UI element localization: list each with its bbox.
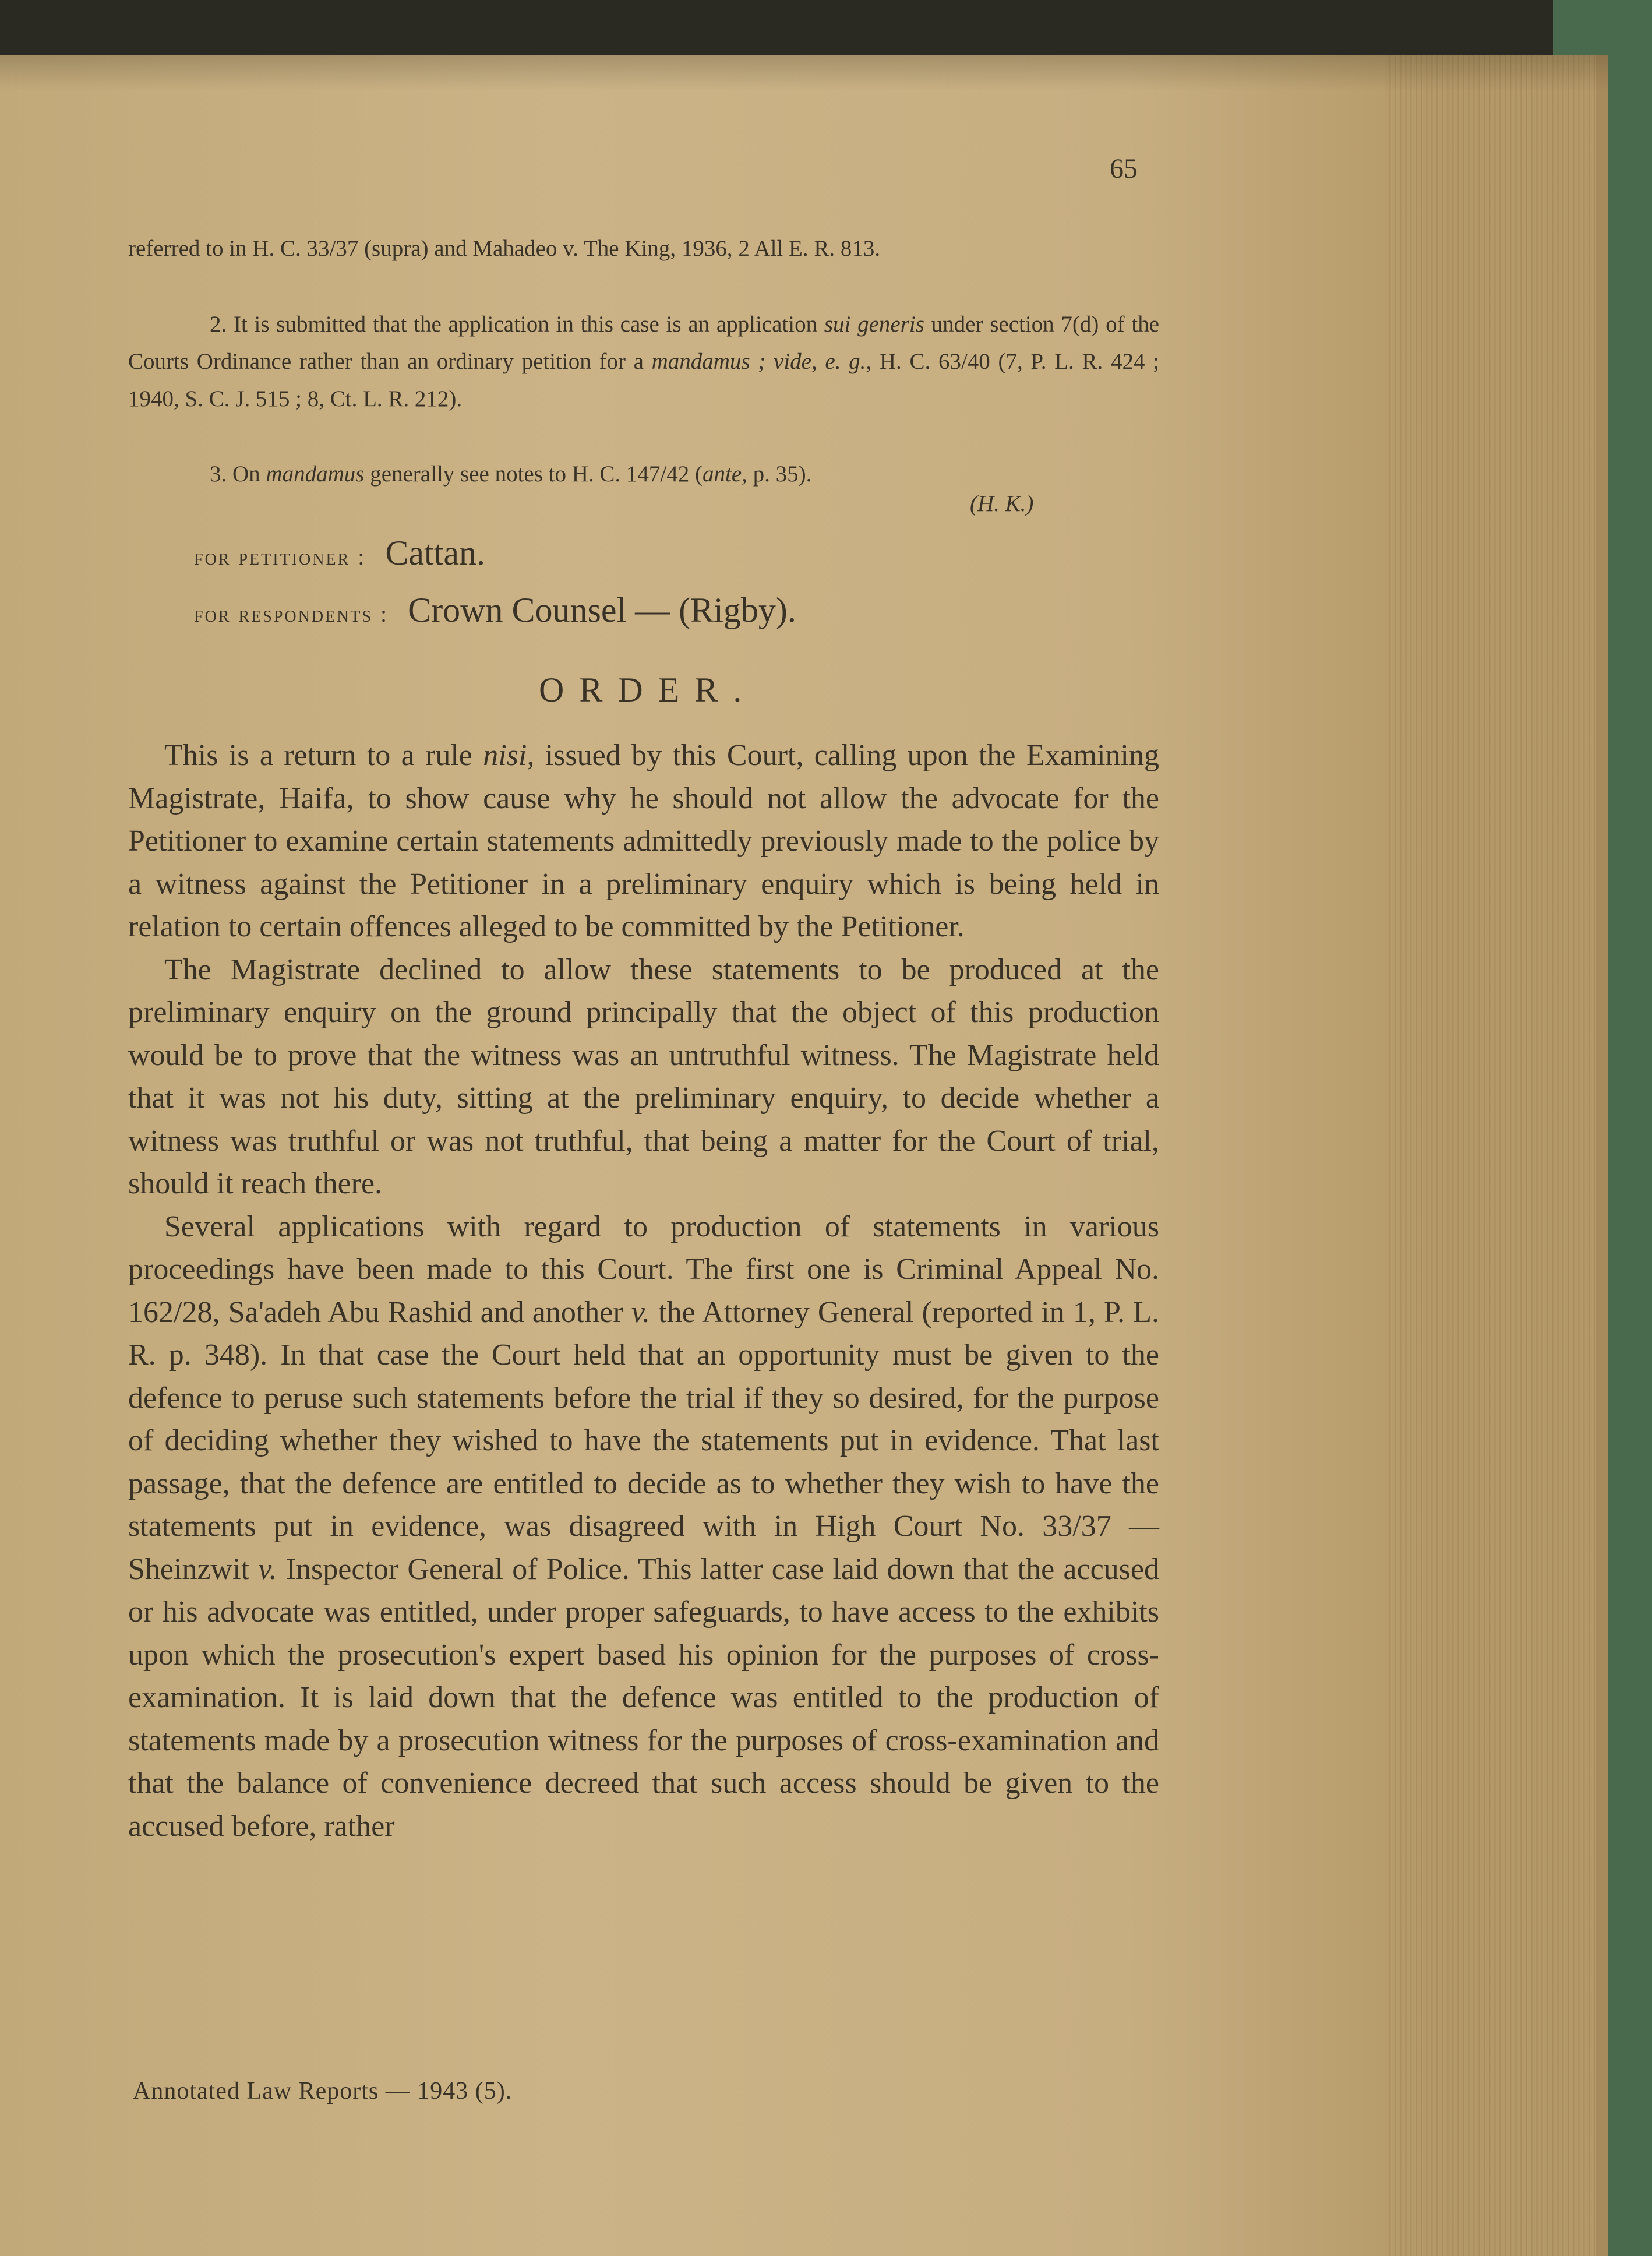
footnote-2-text-c: H. C. 63/40 (7, P. L. R. 424 ; 1940, S. C. J. 515 ; 8, Ct. L. R. 212). (128, 349, 1159, 411)
paragraph-3-italic-a: v. (631, 1295, 651, 1329)
respondents-label: for respondents : (194, 601, 389, 627)
paragraph-1-italic: nisi, (483, 739, 535, 772)
paragraph-2: The Magistrate declined to allow these statements to be produced at the preliminary enquiry on the ground principally that the object of this production would be to prove that the witness was an untruthful witness. The Magistrate held that it was not his duty, sitting at the preliminary enquiry, to decide whether a witness was truthful or was not truthful, that being a matter for the Court of trial, should it reach there. (128, 953, 1159, 1200)
page-number: 65 (1110, 153, 1138, 184)
petitioner-name: Cattan. (385, 534, 485, 572)
paragraph-3-italic-b: v. (258, 1552, 277, 1586)
paragraph-1 (128, 734, 1159, 949)
paragraph-1-text-b: issued by this Court, calling upon the Examining Magistrate, Haifa, to show cause why he should not allow the advocate for the Petitioner to examine certain statements admittedly previously made to the police by a witness against the Petitioner in a preliminary enquiry which is being held in relation to certain offences alleged to be committed by the Petitioner. (128, 739, 1160, 943)
footnote-2 (128, 306, 1159, 418)
footnote-2-text-a: 2. It is submitted that the application in this case is an application (210, 312, 824, 337)
editor-initials: (H. K.) (970, 491, 1034, 516)
footnote-2-italic-b: mandamus ; vide, e. g., (651, 349, 872, 374)
footnote-2-italic-a: sui generis (824, 312, 924, 337)
page-shadow (0, 55, 1608, 90)
footnote-1 (128, 230, 1159, 267)
order-body (128, 734, 1159, 1848)
paragraph-3-text-a: Several applications with regard to production of statements in various proceedings have been made to this Court. The first one is Criminal Appeal No. 162/28, Sa'adeh Abu Rashid and another (128, 1210, 1159, 1329)
footnote-3-text-a: 3. On (210, 461, 266, 487)
paragraph-1-text-a: This is a return to a rule (164, 739, 483, 772)
paragraph-3-text-c: Inspector General of Police. This latter case laid down that the accused or his advocate was entitled, under proper safeguards, to have access to the exhibits upon which the prosecution's expert based his opinion for the purposes of cross-examination. It is laid down that the defence was entitled to the production of statements made by a prosecution witness for the purposes of cross-examination and that the balance of convenience decreed that such access should be given to the accused before, rather (128, 1552, 1159, 1843)
footnote-3-italic-b: ante, (702, 461, 747, 487)
footnote-2-text-b: under section 7(d) of the Courts Ordinance rather than an ordinary petition for a (128, 312, 1160, 374)
footnote-3-italic-a: mandamus (266, 461, 365, 487)
respondents-name: Crown Counsel — (Rigby). (408, 591, 796, 629)
running-footer: Annotated Law Reports — 1943 (5). (133, 2078, 513, 2105)
paragraph-3 (128, 1205, 1159, 1848)
footnote-3-text-c: p. 35). (747, 461, 812, 487)
footnote-3 (128, 456, 1159, 493)
petitioner-label: for petitioner : (194, 544, 366, 570)
order-heading: ORDER. (539, 671, 757, 709)
footnote-3-text-b: generally see notes to H. C. 147/42 ( (364, 461, 703, 487)
paragraph-3-text-b: the Attorney General (reported in 1, P. L. R. p. 348). In that case the Court held that an opportunity must be given to the defence to peruse such statements before the trial if they so desired, for the purpose of deciding whether they wished to have the statements put in evidence. That last passage, that the defence are entitled to decide as to whether they wish to have the statements put in evidence, was disagreed with in High Court No. 33/37 — Sheinzwit (128, 1295, 1159, 1586)
petitioner-counsel (194, 533, 485, 573)
respondents-counsel (194, 590, 796, 630)
footnote-1-text: referred to in H. C. 33/37 (supra) and Mahadeo v. The King, 1936, 2 All E. R. 813. (128, 236, 881, 261)
page-edges (1386, 55, 1596, 2256)
